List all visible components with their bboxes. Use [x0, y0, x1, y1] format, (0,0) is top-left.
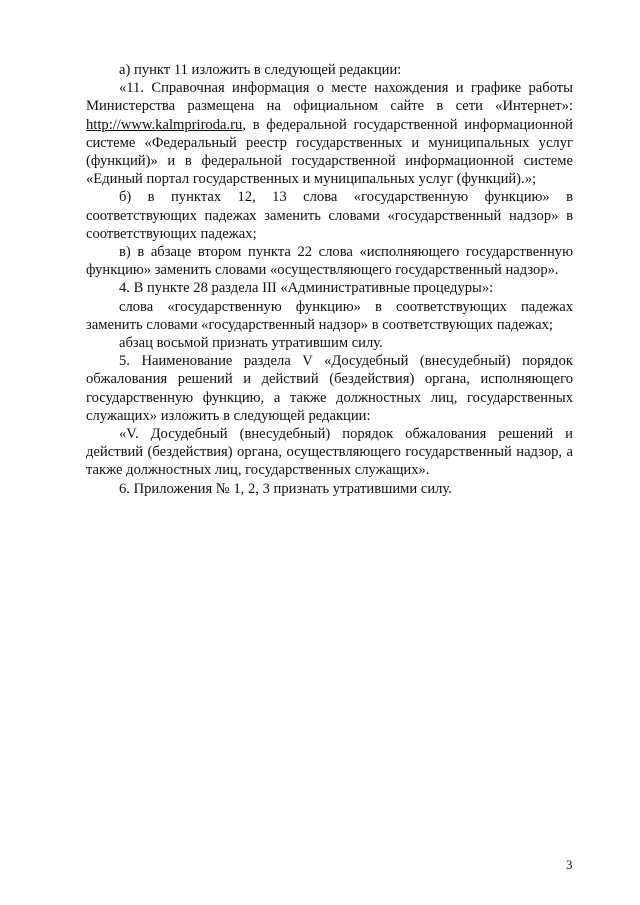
paragraph-item-v: в) в абзаце втором пункта 22 слова «исполняющего государственную функцию» заменить словами «осуществляющего государственный надзор». [86, 244, 573, 279]
page-number: 3 [566, 857, 573, 872]
paragraph-point-4: 4. В пункте 28 раздела III «Административные процедуры»: [119, 280, 494, 297]
paragraph-item-a: а) пункт 11 изложить в следующей редакции: [119, 62, 402, 78]
paragraph-section-v-title: «V. Досудебный (внесудебный) порядок обжалования решений и действий (бездействия) органа, осуществляющего государственный надзор, а также должностных лиц, государственных служащих». [86, 426, 573, 479]
paragraph-words-replacement: слова «государственную функцию» в соответствующих падежах заменить словами «государственный надзор» в соответствующих падежах; [86, 298, 573, 333]
paragraph-point-5: 5. Наименование раздела V «Досудебный (внесудебный) порядок обжалования решений и действий (бездействия) органа, исполняющего государственную функцию, а также должностных лиц, государственных служащих» изложить в следующей редакции: [86, 353, 573, 424]
paragraph-abzac-eighth: абзац восьмой признать утратившим силу. [119, 335, 383, 352]
website-link[interactable]: http://www.kalmpriroda.ru [86, 116, 243, 133]
paragraph-item-11-text [86, 79, 573, 188]
paragraph-text-after-link: , в федеральной государственной информационной системе «Федеральный реестр государственных и муниципальных услуг (функций)» и в федеральной государственной информационной системе «Единый портал государственных и муниципальных услуг (функций).»; [86, 116, 573, 188]
paragraph-point-6: 6. Приложения № 1, 2, 3 признать утратившими силу. [119, 480, 452, 497]
paragraph-item-b: б) в пунктах 12, 13 слова «государственную функцию» в соответствующих падежах заменить словами «государственный надзор» в соответствующих падежах; [86, 189, 573, 242]
document-body [86, 61, 573, 498]
paragraph-text-before-link: «11. Справочная информация о месте нахождения и графике работы Министерства размещена на официальном сайте в сети «Интернет»: [86, 80, 573, 115]
